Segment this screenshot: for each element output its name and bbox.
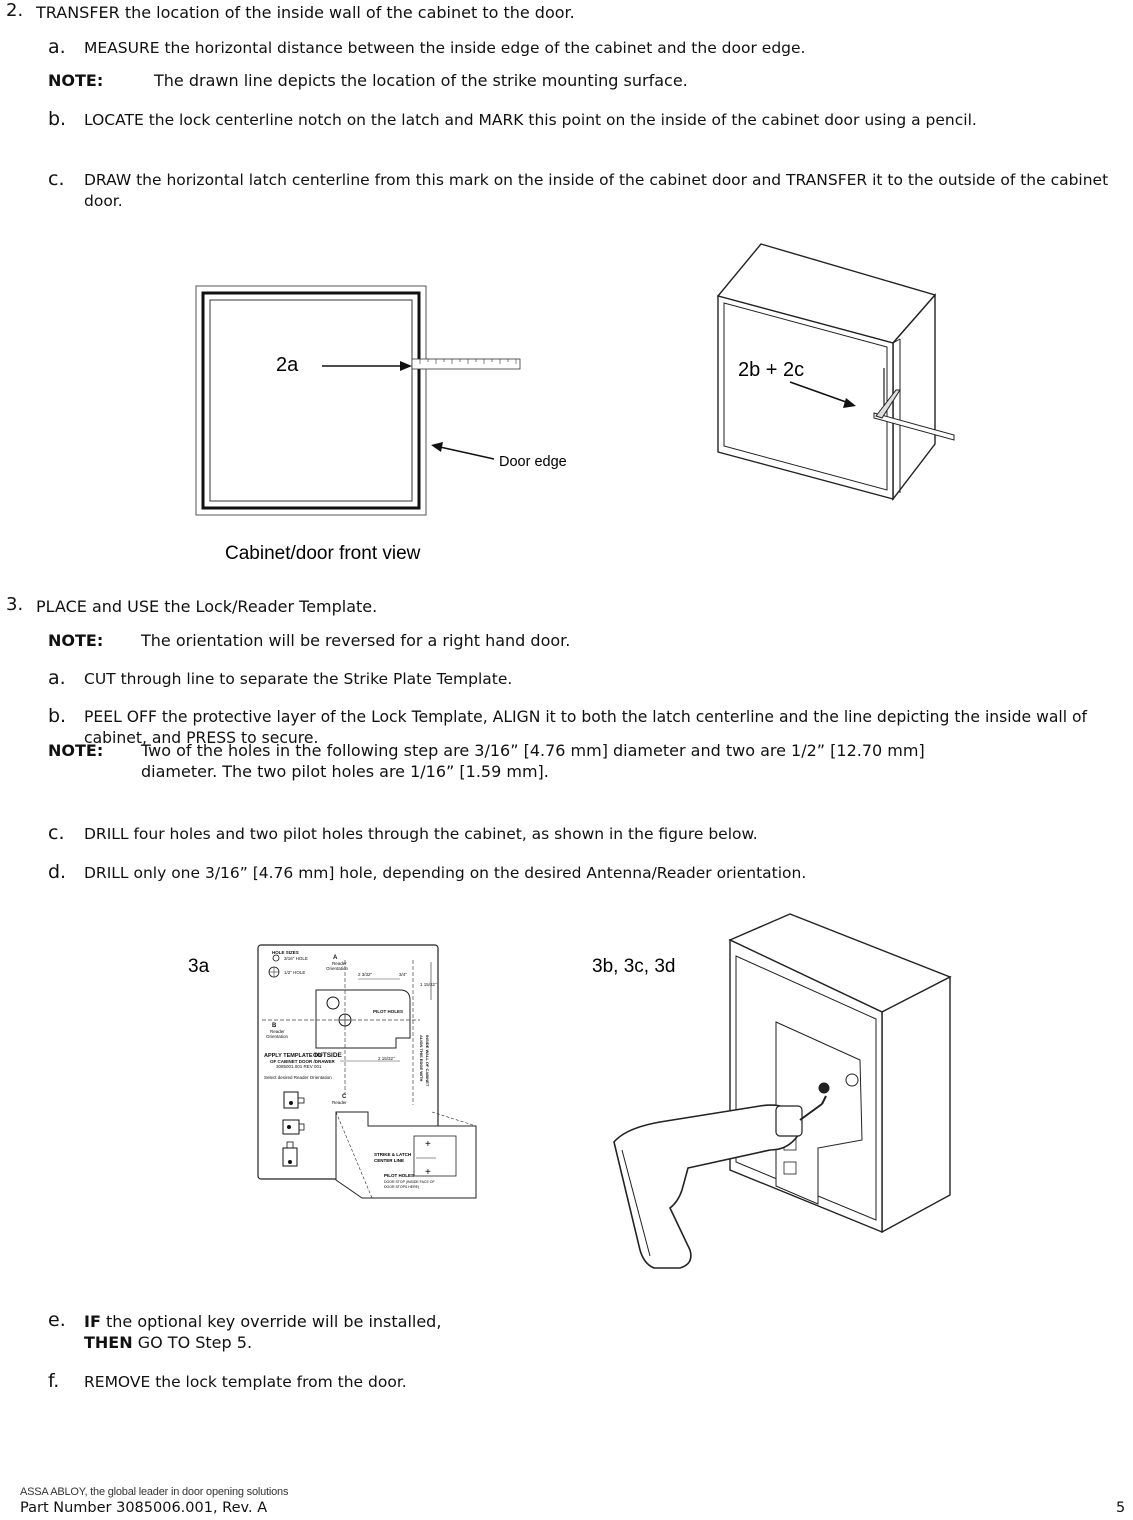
cabinet-frame	[203, 293, 419, 508]
tpl-dim1: 2 3/32"	[358, 972, 373, 977]
substep-letter: d.	[48, 861, 67, 883]
substep-text: DRILL only one 3/16” [4.76 mm] hole, depending on the desired Antenna/Reader orientation.	[84, 864, 807, 882]
substep-letter: b.	[48, 108, 67, 130]
footer-tagline: ASSA ABLOY, the global leader in door opening solutions	[20, 1486, 289, 1498]
figure-caption: Cabinet/door front view	[225, 543, 421, 564]
note-text-line-1: Two of the holes in the following step are 3/16” [4.76 mm] diameter and two are 1/2” [12.70 mm]	[141, 741, 925, 760]
cabinet-outer	[196, 286, 426, 515]
substep-letter: c.	[48, 822, 65, 844]
svg-text:ALIGN THIS EDGE WITH: ALIGN THIS EDGE WITH	[419, 1035, 424, 1082]
tpl-select: Select desired Reader Orientation	[264, 1075, 332, 1080]
footer-part-number: Part Number 3085006.001, Rev. A	[20, 1500, 268, 1516]
substep-text: REMOVE the lock template from the door.	[84, 1373, 407, 1391]
tpl-letter-a: A	[333, 955, 338, 961]
door-inner	[210, 300, 412, 501]
label-2b-2c: 2b + 2c	[738, 359, 805, 381]
figure-template-drill	[0, 905, 1133, 1280]
substep-text	[84, 1311, 744, 1353]
tpl-door-stop-2: DOOR STOPS HERE)	[384, 1185, 420, 1189]
substep-letter: a.	[48, 36, 66, 58]
note-text: The drawn line depicts the location of the strike mounting surface.	[154, 71, 688, 90]
svg-text:+: +	[425, 1139, 431, 1150]
step-number: 2.	[6, 0, 24, 21]
tpl-reader-b: Reader	[270, 1029, 285, 1034]
tpl-door-stop: DOOR STOP (INSIDE FACE OF	[384, 1180, 435, 1184]
label-2a: 2a	[276, 354, 299, 376]
tpl-dim2: 3/4"	[399, 972, 407, 977]
substep-letter: f.	[48, 1370, 60, 1392]
substep-text: CUT through line to separate the Strike Plate Template.	[84, 670, 513, 688]
substep-text: MEASURE the horizontal distance between the inside edge of the cabinet and the door edge.	[84, 39, 806, 57]
tpl-hole-12: 1/2" HOLE	[284, 970, 306, 975]
note-text-line-2: diameter. The two pilot holes are 1/16” [1.59 mm].	[141, 762, 549, 781]
tpl-strike-latch: STRIKE & LATCH	[374, 1152, 412, 1157]
tpl-dim4: 1 15/32"	[420, 982, 437, 987]
tpl-of-cabinet: OF CABINET DOOR /DRAWER	[270, 1059, 335, 1064]
substep-letter: c.	[48, 168, 65, 190]
tpl-reader-c: Reader	[332, 1100, 347, 1105]
label-3b-3c-3d: 3b, 3c, 3d	[592, 956, 676, 977]
substep-letter: e.	[48, 1309, 66, 1331]
if-text: the optional key override will be installed,	[100, 1312, 442, 1331]
substep-text: PEEL OFF the protective layer of the Lock Template, ALIGN it to both the latch centerline and the line depicting the inside wall of cabinet, and PRESS to secure.	[84, 708, 1088, 747]
note-text: The orientation will be reversed for a right hand door.	[141, 631, 571, 650]
tpl-center-line: CENTER LINE	[374, 1158, 405, 1163]
tpl-letter-b: B	[272, 1023, 277, 1029]
step-number: 3.	[6, 594, 24, 615]
label-3a: 3a	[188, 956, 210, 977]
tpl-orient-b: Orientation	[266, 1034, 289, 1039]
if-keyword: IF	[84, 1312, 101, 1331]
tpl-part: 3085001.001 REV 001	[276, 1064, 322, 1069]
tpl-orient-a: Orientation	[326, 966, 349, 971]
substep-letter: a.	[48, 667, 66, 689]
label-door-edge: Door edge	[499, 454, 567, 470]
tpl-hole-316: 3/16" HOLE	[284, 956, 308, 961]
tpl-pilot-holes: PILOT HOLES	[373, 1009, 404, 1014]
tpl-reader-a: Reader	[332, 961, 347, 966]
tpl-pilot-holes-2: PILOT HOLES	[384, 1173, 415, 1178]
note-label: NOTE:	[48, 71, 104, 90]
tpl-apply: APPLY TEMPLATE TO	[264, 1053, 322, 1059]
tpl-outside: OUTSIDE	[313, 1052, 342, 1059]
tpl-dim3: 2 15/32"	[378, 1056, 395, 1061]
note-label: NOTE:	[48, 631, 104, 650]
svg-text:INSIDE WALL OF CABINET: INSIDE WALL OF CABINET	[425, 1035, 430, 1087]
then-keyword: THEN	[84, 1333, 133, 1352]
substep-text: LOCATE the lock centerline notch on the latch and MARK this point on the inside of the cabinet door using a pencil.	[84, 111, 977, 129]
substep-text: DRILL four holes and two pilot holes through the cabinet, as shown in the figure below.	[84, 825, 758, 843]
then-text: GO TO Step 5.	[132, 1333, 253, 1352]
note-label: NOTE:	[48, 741, 104, 760]
tpl-letter-c: C	[342, 1094, 347, 1100]
step-text: TRANSFER the location of the inside wall of the cabinet to the door.	[36, 3, 575, 22]
footer-page-number: 5	[1116, 1500, 1126, 1516]
tpl-hole-sizes: HOLE SIZES	[272, 950, 299, 955]
svg-text:+: +	[425, 1167, 431, 1178]
figure-cabinet-front	[0, 230, 1133, 575]
substep-letter: b.	[48, 705, 67, 727]
ruler-icon	[412, 359, 520, 369]
substep-text: DRAW the horizontal latch centerline from this mark on the inside of the cabinet door and TRANSFER it to the outside of the cabinet door.	[84, 171, 1109, 210]
step-text: PLACE and USE the Lock/Reader Template.	[36, 597, 378, 616]
